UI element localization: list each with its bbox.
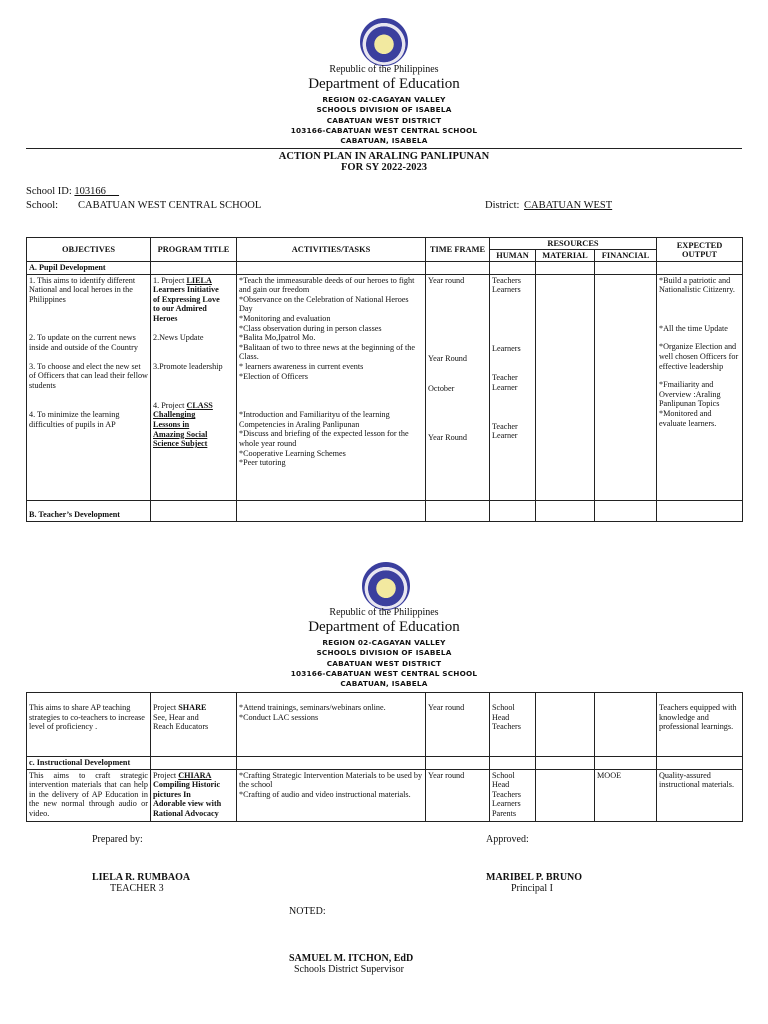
activity-item: *Peer tutoring bbox=[239, 458, 286, 468]
region-line: REGION 02-CAGAYAN VALLEY bbox=[322, 95, 446, 104]
human-instructional: School Head Teachers Learners Parents bbox=[490, 769, 536, 821]
prepared-by-title: TEACHER 3 bbox=[110, 883, 164, 894]
activity-item: *Introduction and Familiarityu of the learning Competencies in Araling Panlipunan bbox=[239, 410, 390, 429]
program-share: Project SHARE See, Hear and Reach Educators bbox=[151, 693, 237, 757]
deped-seal-logo bbox=[360, 18, 408, 66]
school-label: School: bbox=[26, 200, 59, 211]
activity-item: *Class observation during in person classes bbox=[239, 323, 382, 333]
objective-4: 4. To minimize the learning difficulties of pupils in AP bbox=[29, 410, 120, 429]
school-name: CABATUAN WEST CENTRAL SCHOOL bbox=[78, 200, 262, 211]
approved-by-name: MARIBEL P. BRUNO bbox=[486, 872, 583, 883]
time-frame-cell: Year round Year Round October Year Round bbox=[426, 274, 490, 500]
header-financial: FINANCIAL bbox=[595, 250, 657, 262]
output-teacher: Teachers equipped with knowledge and professional learnings. bbox=[657, 693, 743, 757]
letterhead-address bbox=[0, 95, 768, 146]
expected-output-cell: *Build a patriotic and Nationalistic Citizenry. *All the time Update *Organize Election and well chosen Officers for effective leadership *Fmailiarity and Overview :Araling Panlipunan Topics *Monitored and evaluate learners. bbox=[657, 274, 743, 500]
department-title: Department of Education bbox=[308, 619, 460, 635]
activities-teacher: *Attend trainings, seminars/webinars online. *Conduct LAC sessions bbox=[237, 693, 426, 757]
prepared-by-name: LIELA R. RUMBAOA bbox=[92, 872, 191, 883]
program-2: 2.News Update bbox=[153, 332, 204, 342]
district-name: CABATUAN WEST bbox=[524, 200, 613, 211]
title-line-2: FOR SY 2022-2023 bbox=[341, 162, 427, 173]
human-teacher: School Head Teachers bbox=[490, 693, 536, 757]
activity-item: *Election of Officers bbox=[239, 371, 308, 381]
noted-label: NOTED: bbox=[289, 906, 326, 917]
document-title bbox=[0, 151, 768, 173]
division-line: SCHOOLS DIVISION OF ISABELA bbox=[316, 105, 452, 115]
activity-item: *Teach the immeasurable deeds of our heroes to fight and gain our freedom bbox=[239, 275, 415, 295]
objective-2: 2. To update on the current news inside and outside of the Country bbox=[29, 333, 138, 352]
activities-instructional: *Crafting Strategic Intervention Materials to be used by the school *Crafting of audio and video instructional materials. bbox=[237, 769, 426, 821]
activity-item: *Balitaan of two to three news at the beginning of the Class. bbox=[239, 342, 415, 362]
school-id-row bbox=[26, 186, 119, 197]
program-1: 1. Project LIELA bbox=[153, 275, 212, 285]
district-line: CABATUAN WEST DISTRICT bbox=[326, 115, 442, 125]
human-resources-cell: Teachers Learners Learners Teacher Learner Teacher Learner bbox=[490, 274, 536, 500]
financial-instructional: MOOE bbox=[595, 769, 657, 821]
header-expected-output: EXPECTED OUTPUT bbox=[657, 238, 743, 262]
material-resources-cell bbox=[536, 274, 595, 500]
section-teacher-development: B. Teacher’s Development bbox=[27, 500, 151, 521]
noted-by-title: Schools District Supervisor bbox=[294, 964, 404, 975]
header-time-frame: TIME FRAME bbox=[426, 238, 490, 262]
republic-line: Republic of the Philippines bbox=[329, 607, 439, 618]
header-resources: RESOURCES bbox=[490, 238, 657, 250]
objective-instructional: This aims to craft strategic intervention materials that can help in the delivery of AP Education in the new normal through audio or video. bbox=[27, 769, 151, 821]
time-frame-teacher: Year round bbox=[426, 693, 490, 757]
school-id-label: School ID: bbox=[26, 186, 72, 197]
activity-item: *Balita Mo,Ipatrol Mo. bbox=[239, 333, 316, 343]
approved-by-title: Principal I bbox=[511, 883, 553, 894]
objective-1: 1. This aims to identify different National and local heroes in the Philippines bbox=[29, 275, 136, 304]
header-objectives: OBJECTIVES bbox=[27, 238, 151, 262]
activity-item: * learners awareness in current events bbox=[239, 361, 364, 371]
activity-item: *Cooperative Learning Schemes bbox=[239, 448, 346, 458]
activities-cell bbox=[237, 274, 426, 500]
objectives-cell bbox=[27, 274, 151, 500]
objective-teacher: This aims to share AP teaching strategies to co-teachers to increase level of proficiency . bbox=[27, 693, 151, 757]
program-chiara: Project CHIARA Compiling Historic pictures In Adorable view with Rational Advocacy bbox=[151, 769, 237, 821]
header-activities: ACTIVITIES/TASKS bbox=[237, 238, 426, 262]
action-plan-table-continued bbox=[26, 692, 743, 822]
school-line: 103166-CABATUAN WEST CENTRAL SCHOOL bbox=[290, 125, 478, 135]
section-pupil-development: A. Pupil Development bbox=[27, 262, 151, 275]
title-line-1: ACTION PLAN IN ARALING PANLIPUNAN bbox=[278, 151, 490, 162]
action-plan-table bbox=[26, 237, 743, 522]
financial-resources-cell bbox=[595, 274, 657, 500]
activity-item: *Observance on the Celebration of National Heroes Day bbox=[239, 294, 409, 314]
town-line: CABATUAN, ISABELA bbox=[340, 136, 428, 146]
letterhead-divider bbox=[26, 148, 742, 149]
program-3: 3.Promote leadership bbox=[153, 362, 223, 372]
prepared-by-label: Prepared by: bbox=[92, 834, 143, 845]
program-title-cell: 1. Project LIELA Learners Initiative of Expressing Love to our Admired Heroes 2.News Update 3.Promote leadership 4. Project CLASS Challenging Lessons in Amazing Social Science Subject bbox=[151, 274, 237, 500]
school-id-value: 103166 bbox=[74, 186, 106, 197]
program-4: 4. Project CLASS bbox=[153, 400, 213, 410]
activity-item: *Monitoring and evaluation bbox=[239, 313, 331, 323]
header-material: MATERIAL bbox=[536, 250, 595, 262]
noted-by-name: SAMUEL M. ITCHON, EdD bbox=[289, 953, 414, 964]
output-instructional: Quality-assured instructional materials. bbox=[657, 769, 743, 821]
time-frame-instructional: Year round bbox=[426, 769, 490, 821]
header-human: HUMAN bbox=[490, 250, 536, 262]
republic-line: Republic of the Philippines bbox=[329, 64, 439, 75]
letterhead-address: REGION 02-CAGAYAN VALLEY SCHOOLS DIVISION OF ISABELA CABATUAN WEST DISTRICT 103166-CABATUAN WEST CENTRAL SCHOOL CABATUAN, ISABELA bbox=[290, 638, 478, 689]
header-program-title: PROGRAM TITLE bbox=[151, 238, 237, 262]
department-title: Department of Education bbox=[308, 76, 460, 92]
deped-seal-logo bbox=[362, 562, 410, 610]
section-instructional-development: c. Instructional Development bbox=[27, 757, 151, 770]
objective-3: 3. To choose and elect the new set of Officers that can lead their fellow students bbox=[29, 361, 148, 390]
approved-label: Approved: bbox=[486, 834, 529, 845]
activity-item: *Discuss and briefing of the expected lesson for the whole year round bbox=[239, 429, 409, 448]
district-label: District: bbox=[485, 200, 520, 211]
